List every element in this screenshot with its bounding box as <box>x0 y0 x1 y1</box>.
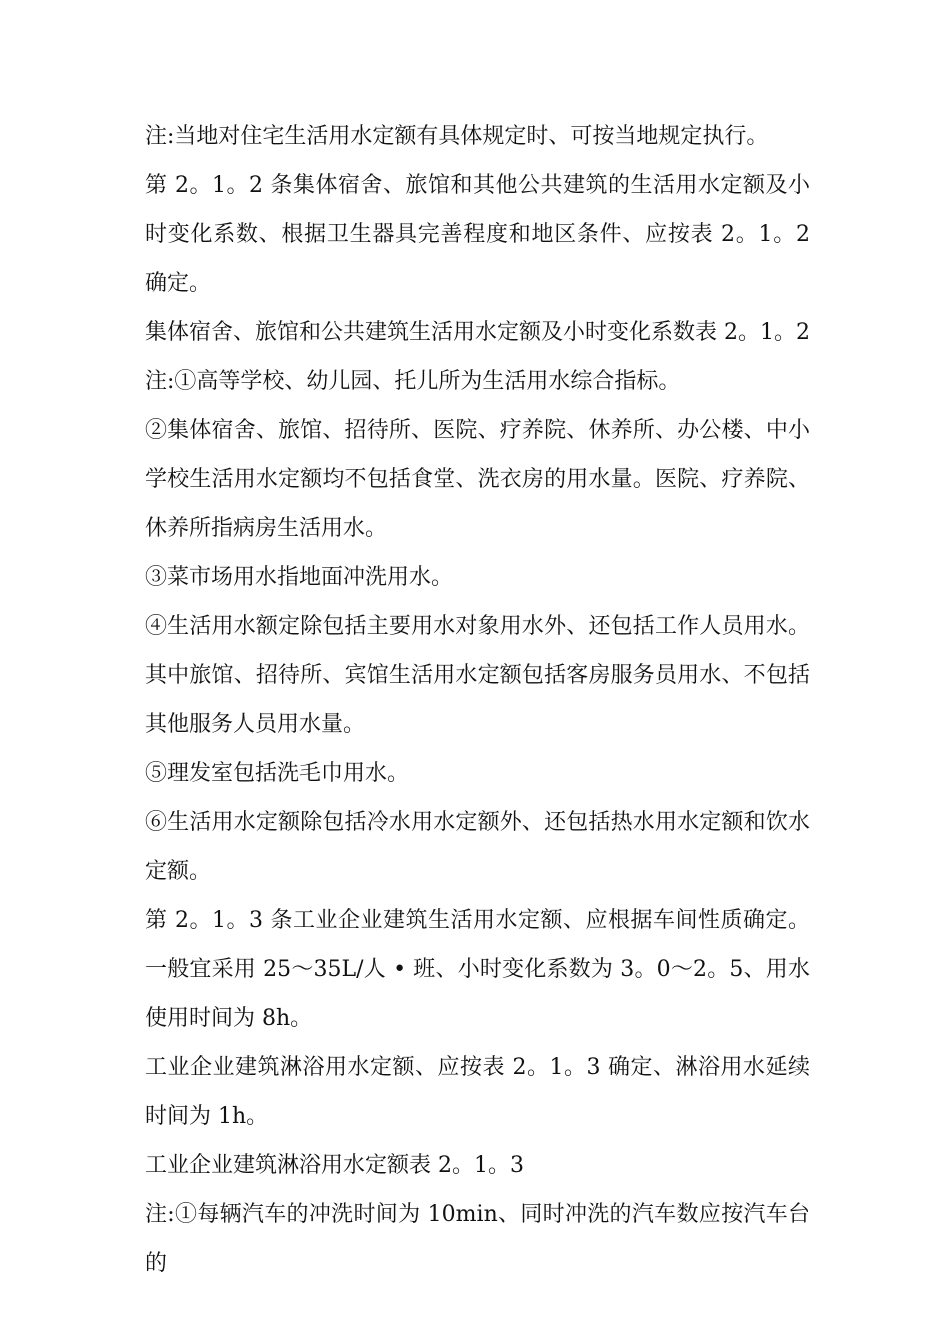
paragraph-note-5: ⑤理发室包括洗毛巾用水。 <box>145 761 410 786</box>
paragraph-shower-quota: 工业企业建筑淋浴用水定额、应按表 2。1。3 确定、淋浴用水延续时间为 1h。 <box>145 1055 810 1129</box>
paragraph-clause-2-1-2: 第 2。1。2 条集体宿舍、旅馆和其他公共建筑的生活用水定额及小时变化系数、根据卫生器具完善程度和地区条件、应按表 2。1。2 确定。 <box>145 173 810 296</box>
paragraph-note-1: 注:①高等学校、幼儿园、托儿所为生活用水综合指标。 <box>145 369 681 394</box>
paragraph-table-title-2-1-2: 集体宿舍、旅馆和公共建筑生活用水定额及小时变化系数表 2。1。2 <box>145 320 810 345</box>
paragraph-table-title-2-1-3: 工业企业建筑淋浴用水定额表 2。1。3 <box>145 1153 524 1178</box>
paragraph-note-2: ②集体宿舍、旅馆、招待所、医院、疗养院、休养所、办公楼、中小学校生活用水定额均不包括食堂、洗衣房的用水量。医院、疗养院、休养所指病房生活用水。 <box>145 418 810 541</box>
paragraph-note-3: ③菜市场用水指地面冲洗用水。 <box>145 565 454 590</box>
paragraph-note-6: ⑥生活用水定额除包括冷水用水定额外、还包括热水用水定额和饮水定额。 <box>145 810 810 884</box>
paragraph-note-residential: 注:当地对住宅生活用水定额有具体规定时、可按当地规定执行。 <box>145 124 769 149</box>
paragraph-clause-2-1-3: 第 2。1。3 条工业企业建筑生活用水定额、应根据车间性质确定。一般宜采用 25～35L/人 • 班、小时变化系数为 3。0～2。5、用水使用时间为 8h。 <box>145 908 810 1031</box>
paragraph-note-car-wash: 注:①每辆汽车的冲洗时间为 10min、同时冲洗的汽车数应按汽车台的 <box>145 1202 810 1276</box>
paragraph-note-4: ④生活用水额定除包括主要用水对象用水外、还包括工作人员用水。其中旅馆、招待所、宾馆生活用水定额包括客房服务员用水、不包括其他服务人员用水量。 <box>145 614 810 737</box>
document-body <box>145 112 810 1288</box>
